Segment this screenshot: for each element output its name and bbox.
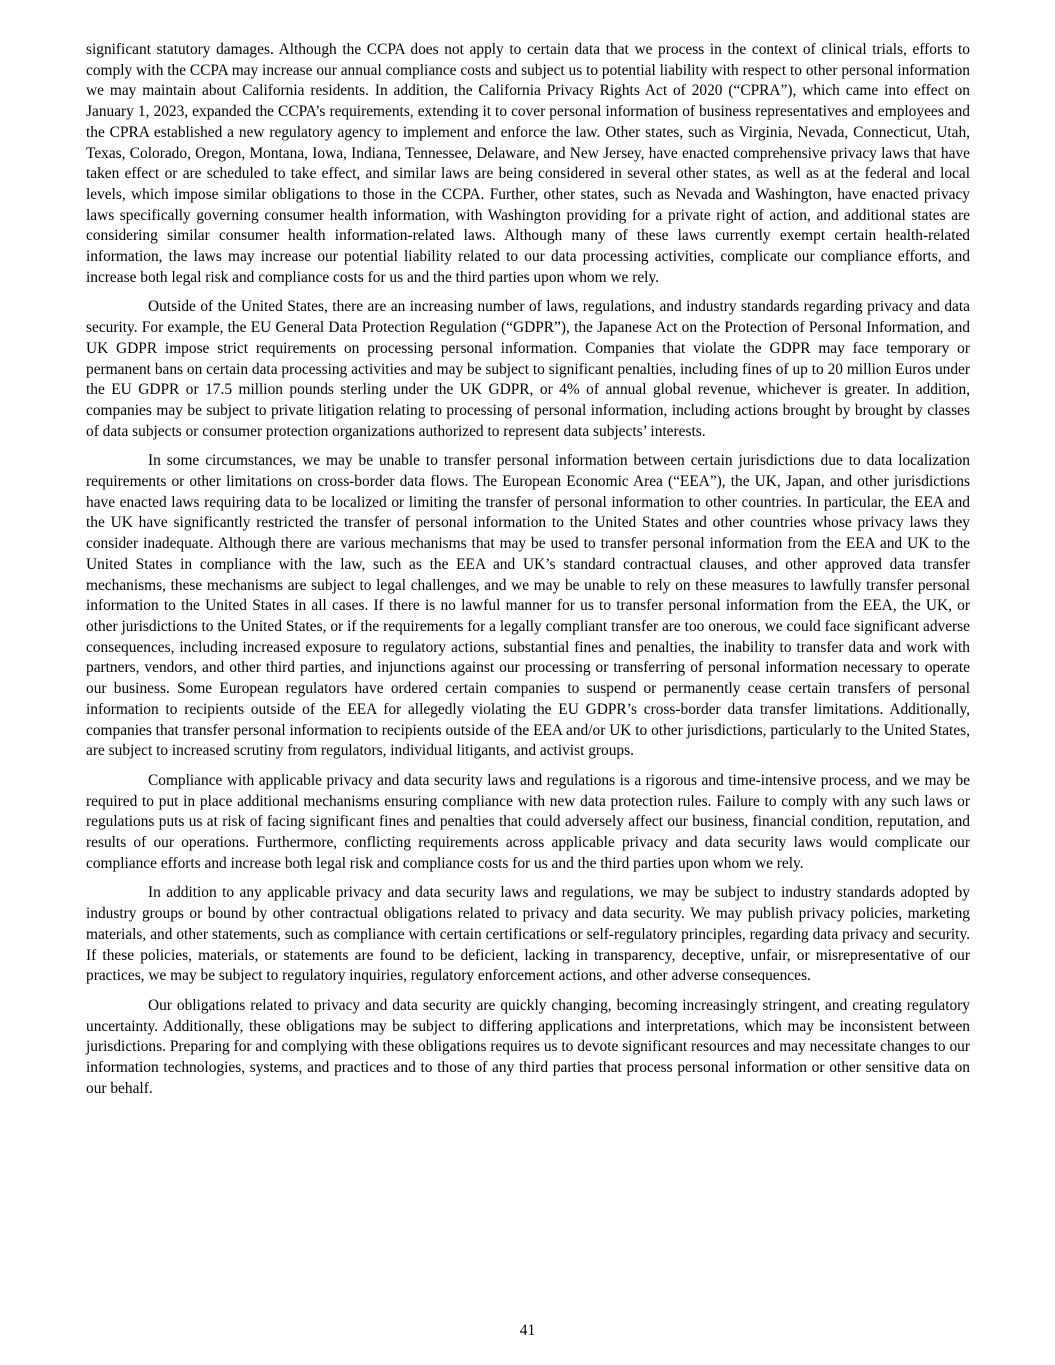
paragraph-changing-obligations: Our obligations related to privacy and data security are quickly changing, becoming increasingly stringent, and creating regulatory uncertainty. Additionally, these obligations may be subject to differing applications and interpretations, which may be inconsistent between jurisdictions. Preparing for and complying with these obligations requires us to devote significant resources and may necessitate changes to our information technologies, systems, and practices and to those of any third parties that process personal information or other sensitive data on our behalf. [86, 996, 970, 1097]
paragraph-international-privacy: Outside of the United States, there are an increasing number of laws, regulations, and industry standards regarding privacy and data security. For example, the EU General Data Protection Regulation (“GDPR”), the Japanese Act on the Protection of Personal Information, and UK GDPR impose strict requirements on processing personal information. Companies that violate the GDPR may face temporary or permanent bans on certain data processing activities and may be subject to significant penalties, including fines of up to 20 million Euros under the EU GDPR or 17.5 million pounds sterling under the UK GDPR, or 4% of annual global revenue, whichever is greater. In addition, companies may be subject to private litigation relating to processing of personal information, including actions brought by brought by classes of data subjects or consumer protection organizations authorized to represent data subjects’ interests. [86, 298, 970, 440]
page-number: 41 [519, 1322, 536, 1339]
paragraph-compliance-process: Compliance with applicable privacy and data security laws and regulations is a rigorous and time-intensive process, and we may be required to put in place additional mechanisms ensuring compliance with new data protection rules. Failure to comply with any such laws or regulations puts us at risk of facing significant fines and penalties that could adversely affect our business, financial condition, reputation, and results of our operations. Furthermore, conflicting requirements across applicable privacy and data security laws would complicate our compliance efforts and increase both legal risk and compliance costs for us and the third parties upon whom we rely. [86, 771, 970, 872]
paragraph-ccpa-continuation: significant statutory damages. Although the CCPA does not apply to certain data that we process in the context of clinical trials, efforts to comply with the CCPA may increase our annual compliance costs and subject us to potential liability with respect to other personal information we may maintain about California residents. In addition, the California Privacy Rights Act of 2020 (“CPRA”), which came into effect on January 1, 2023, expanded the CCPA’s requirements, extending it to cover personal information of business representatives and employees and the CPRA established a new regulatory agency to implement and enforce the law. Other states, such as Virginia, Nevada, Connecticut, Utah, Texas, Colorado, Oregon, Montana, Iowa, Indiana, Tennessee, Delaware, and New Jersey, have enacted comprehensive privacy laws that have taken effect or are scheduled to take effect, and similar laws are being considered in several other states, as well as at the federal and local levels, which impose similar obligations to those in the CCPA. Further, other states, such as Nevada and Washington, have enacted privacy laws specifically governing consumer health information, with Washington providing for a private right of action, and additional states are considering similar consumer health information-related laws. Although many of these laws currently exempt certain health-related information, the laws may increase our potential liability related to our data processing activities, complicate our compliance efforts, and increase both legal risk and compliance costs for us and the third parties upon whom we rely. [86, 41, 970, 286]
paragraph-cross-border-transfers: In some circumstances, we may be unable to transfer personal information between certain jurisdictions due to data localization requirements or other limitations on cross-border data flows. The European Economic Area (“EEA”), the UK, Japan, and other jurisdictions have enacted laws requiring data to be localized or limiting the transfer of personal information to other countries. In particular, the EEA and the UK have significantly restricted the transfer of personal information to the United States and other countries whose privacy laws they consider inadequate. Although there are various mechanisms that may be used to transfer personal information from the EEA and UK to the United States in compliance with the law, such as the EEA and UK’s standard contractual clauses, and other approved data transfer mechanisms, these mechanisms are subject to legal challenges, and we may be unable to rely on these measures to lawfully transfer personal information to the United States in all cases. If there is no lawful manner for us to transfer personal information from the EEA, the UK, or other jurisdictions to the United States, or if the requirements for a legally compliant transfer are too onerous, we could face significant adverse consequences, including increased exposure to regulatory actions, substantial fines and penalties, the inability to transfer data and work with partners, vendors, and other third parties, and injunctions against our processing or transferring of personal information necessary to operate our business. Some European regulators have ordered certain companies to suspend or permanently cease certain transfers of personal information to recipients outside of the EEA for allegedly violating the EU GDPR’s cross-border data transfer limitations. Additionally, companies that transfer personal information to recipients outside of the EEA and/or UK to other jurisdictions, particularly to the United States, are subject to increased scrutiny from regulators, individual litigants, and activist groups. [86, 452, 970, 760]
document-body [86, 40, 970, 1108]
paragraph-industry-standards: In addition to any applicable privacy and data security laws and regulations, we may be subject to industry standards adopted by industry groups or bound by other contractual obligations related to privacy and data security. We may publish privacy policies, marketing materials, and other statements, such as compliance with certain certifications or self-regulatory principles, regarding data privacy and security. If these policies, materials, or statements are found to be deficient, lacking in transparency, deceptive, unfair, or misrepresentative of our practices, we may be subject to regulatory inquiries, regulatory enforcement actions, and other adverse consequences. [86, 884, 970, 985]
